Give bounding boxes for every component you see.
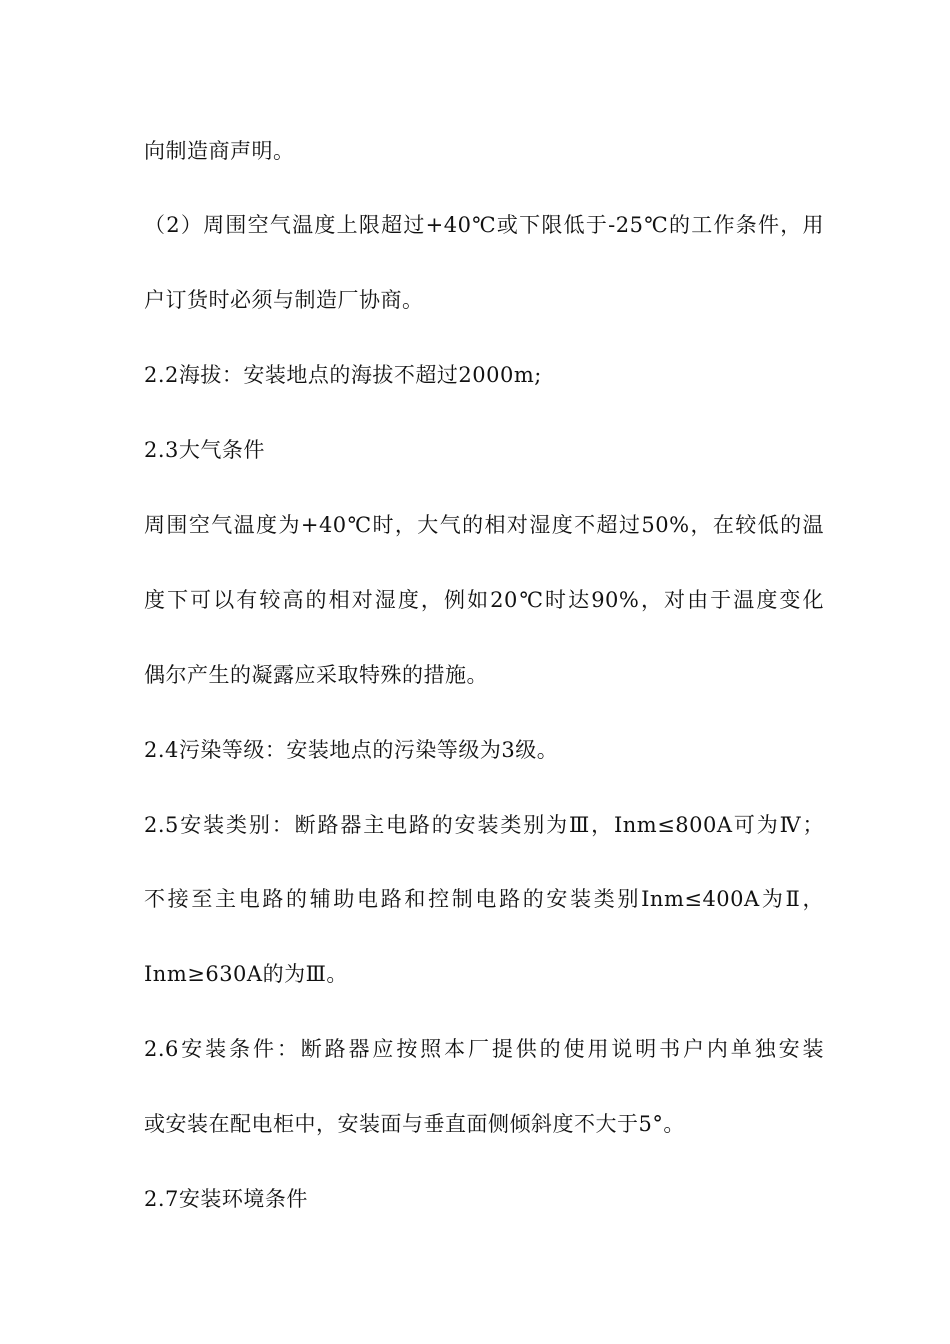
paragraph-line: 偶尔产生的凝露应采取特殊的措施。 bbox=[144, 663, 488, 687]
paragraph-line: 不接至主电路的辅助电路和控制电路的安装类别Inm≤400A为Ⅱ， bbox=[144, 887, 824, 911]
paragraph-line: 周围空气温度为+40℃时，大气的相对湿度不超过50%，在较低的温 bbox=[144, 513, 824, 537]
paragraph-line: 或安装在配电柜中，安装面与垂直面侧倾斜度不大于5°。 bbox=[144, 1112, 685, 1136]
paragraph-line: 度下可以有较高的相对湿度，例如20℃时达90%，对由于温度变化 bbox=[144, 588, 824, 612]
section-heading: 2.2海拔：安装地点的海拔不超过2000m; bbox=[144, 363, 542, 387]
section-heading: 2.4污染等级：安装地点的污染等级为3级。 bbox=[144, 738, 559, 762]
paragraph-line: （2）周围空气温度上限超过+40℃或下限低于-25℃的工作条件，用 bbox=[144, 213, 824, 237]
paragraph-line: 向制造商声明。 bbox=[144, 139, 295, 163]
section-heading: 2.5安装类别：断路器主电路的安装类别为Ⅲ，Inm≤800A可为Ⅳ； bbox=[144, 813, 824, 837]
paragraph-line: 户订货时必须与制造厂协商。 bbox=[144, 288, 424, 312]
section-heading: 2.6安装条件：断路器应按照本厂提供的使用说明书户内单独安装 bbox=[144, 1037, 824, 1061]
section-heading: 2.7安装环境条件 bbox=[144, 1187, 308, 1211]
section-heading: 2.3大气条件 bbox=[144, 438, 265, 462]
paragraph-line: Inm≥630A的为Ⅲ。 bbox=[144, 962, 348, 986]
